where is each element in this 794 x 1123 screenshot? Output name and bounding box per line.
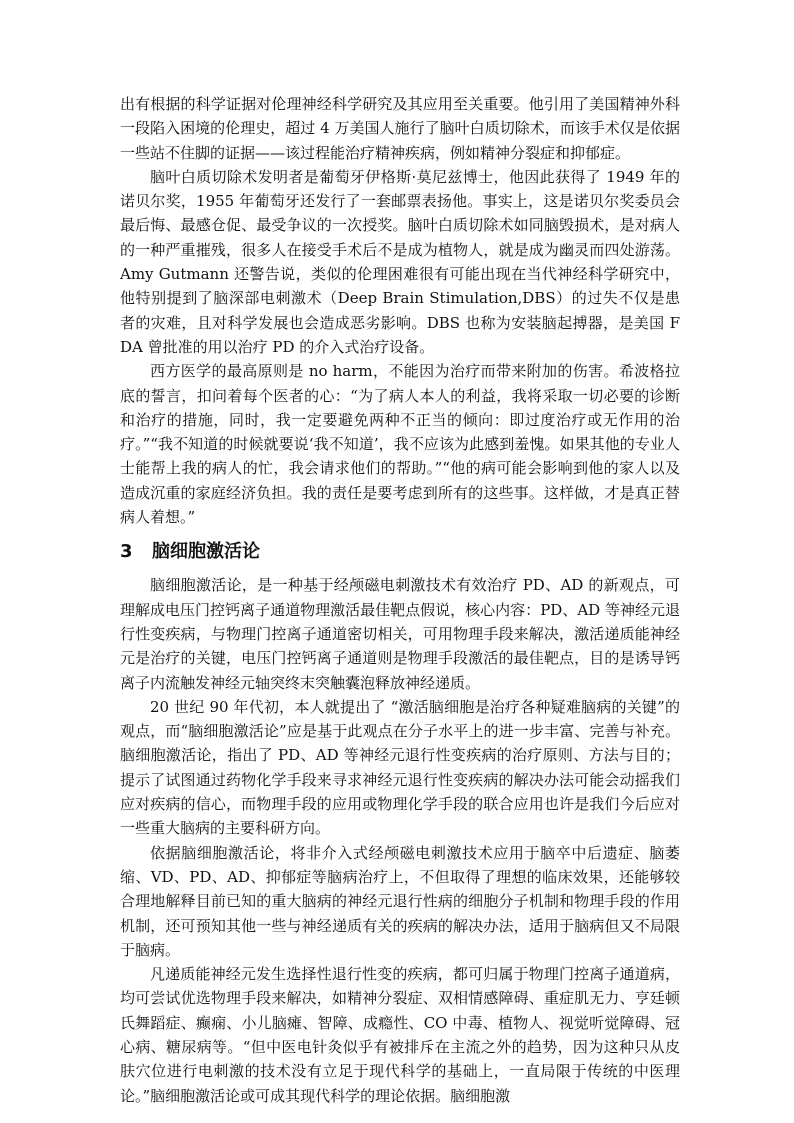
paragraph-activation-theory: 脑细胞激活论，是一种基于经颅磁电刺激技术有效治疗 PD、AD 的新观点，可理解成电压门控钙离子通道物理激活最佳靶点假说，核心内容：PD、AD 等神经元退行性变疾病，与物理门控离子通道密切相关，可用物理手段来解决，激活递质能神经元是治疗的关键，电压门控钙离子通道则是物理手段激活的最佳靶点，目的是诱导钙离子内流触发神经元轴突终末突触囊泡释放神经递质。 <box>120 576 680 692</box>
page-body <box>120 92 680 1108</box>
section-title: 脑细胞激活论 <box>152 541 260 563</box>
paragraph-lobotomy-ethics: 出有根据的科学证据对伦理神经科学研究及其应用至关重要。他引用了美国精神外科一段陷入困境的伦理史，超过 4 万美国人施行了脑叶白质切除术，而该手术仅是依据一些站不住脚的证据——该过程能治疗精神疾病，例如精神分裂症和抑郁症。 <box>120 95 680 162</box>
paragraph-1990s-viewpoint: 20 世纪 90 年代初，本人就提出了 “激活脑细胞是治疗各种疑难脑病的关键”的观点，而“脑细胞激活论”应是基于此观点在分子水平上的进一步丰富、完善与补充。脑细胞激活论，指出了 PD、AD 等神经元退行性变疾病的治疗原则、方法与目的；提示了试图通过药物化学手段来寻求神经元退行性变疾病的解决办法可能会动摇我们应对疾病的信心，而物理手段的应用或物理化学手段的联合应用也许是我们今后应对一些重大脑病的主要科研方向。 <box>120 697 680 838</box>
paragraph-no-harm: 西方医学的最高原则是 no harm，不能因为治疗而带来附加的伤害。希波格拉底的誓言，扣问着每个医者的心：“为了病人本人的利益，我将采取一切必要的诊断和治疗的措施，同时，我一定要避免两种不正当的倾向：即过度治疗或无作用的治疗。”“我不知道的时候就要说‘我不知道’，我不应该为此感到羞愧。如果其他的专业人士能帮上我的病人的忙，我会请求他们的帮助。”“他的病可能会影响到他的家人以及造成沉重的家庭经济负担。我的责任是要考虑到所有的这些事。这样做，才是真正替病人着想。” <box>120 362 680 527</box>
section-number: 3 <box>120 541 133 563</box>
section-heading <box>120 539 680 565</box>
paragraph-lobotomy-inventor: 脑叶白质切除术发明者是葡萄牙伊格斯·莫尼兹博士，他因此获得了 1949 年的诺贝尔奖，1955 年葡萄牙还发行了一套邮票表扬他。事实上，这是诺贝尔奖委员会最后悔、最感仓促、最受争议的一次授奖。脑叶白质切除术如同脑毁损术，是对病人的一种严重摧残，很多人在接受手术后不是成为植物人，就是成为幽灵而四处游荡。Amy Gutmann 还警告说，类似的伦理困难很有可能出现在当代神经科学研究中，他特别提到了脑深部电刺激术（Deep Brain Stimulation,DBS）的过失不仅是患者的灾难，且对科学发展也会造成恶劣影响。DBS 也称为安装脑起搏器，是美国 FDA 曾批准的用以治疗 PD 的介入式治疗设备。 <box>120 167 680 356</box>
paragraph-clinical-application: 依据脑细胞激活论，将非介入式经颅磁电刺激技术应用于脑卒中后遗症、脑萎缩、VD、PD、AD、抑郁症等脑病治疗上，不但取得了理想的临床效果，还能够较合理地解释目前已知的重大脑病的神经元退行性病的细胞分子机制和物理手段的作用机制，还可预知其他一些与神经递质有关的疾病的解决办法，适用于脑病但又不局限于脑病。 <box>120 843 680 959</box>
paragraph-ion-channel-diseases: 凡递质能神经元发生选择性退行性变的疾病，都可归属于物理门控离子通道病，均可尝试优选物理手段来解决，如精神分裂症、双相情感障碍、重症肌无力、亨廷顿氏舞蹈症、癫痫、小儿脑瘫、智障、成瘾性、CO 中毒、植物人、视觉听觉障碍、冠心病、糖尿病等。“但中医电针灸似乎有被排斥在主流之外的趋势，因为这种只从皮肤穴位进行电刺激的技术没有立足于现代科学的基础上，一直局限于传统的中医理论。”脑细胞激活论或可成其现代科学的理论依据。脑细胞激 <box>120 965 680 1105</box>
